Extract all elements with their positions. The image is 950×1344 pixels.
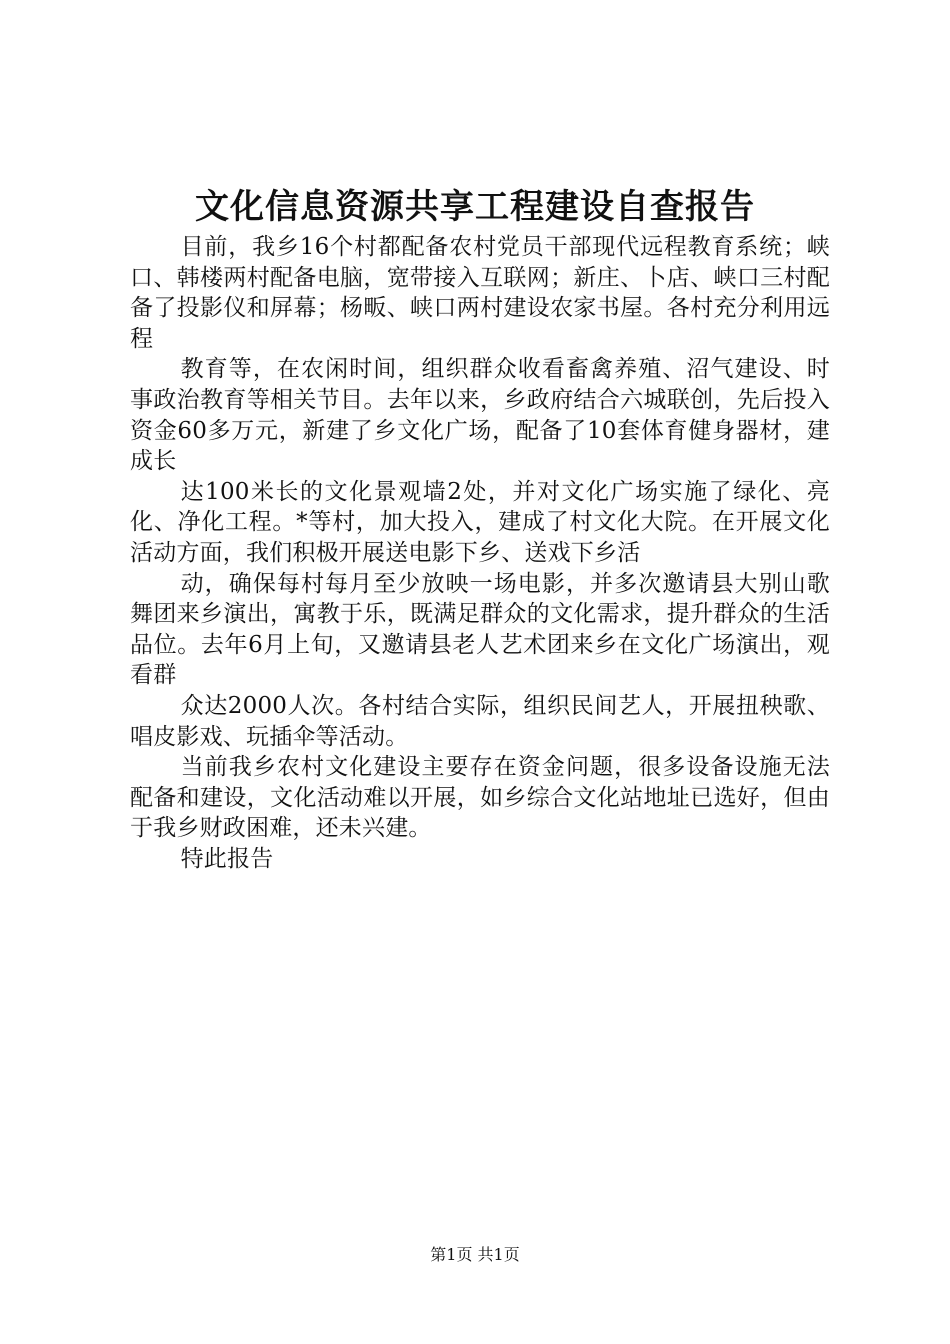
document-body <box>130 232 830 874</box>
closing-line: 特此报告 <box>180 845 274 872</box>
paragraph: 众达2000人次。各村结合实际，组织民间艺人，开展扭秧歌、唱皮影戏、玩插伞等活动。 <box>130 692 830 750</box>
paragraph: 达100米长的文化景观墙2处，并对文化广场实施了绿化、亮化、净化工程。*等村，加大投入，建成了村文化大院。在开展文化活动方面，我们积极开展送电影下乡、送戏下乡活 <box>130 478 830 566</box>
paragraph: 当前我乡农村文化建设主要存在资金问题，很多设备设施无法配备和建设，文化活动难以开展，如乡综合文化站地址已选好，但由于我乡财政困难，还未兴建。 <box>130 754 830 842</box>
page-footer: 第1页 共1页 <box>430 1245 520 1264</box>
paragraph: 动，确保每村每月至少放映一场电影，并多次邀请县大别山歌舞团来乡演出，寓教于乐，既满足群众的文化需求，提升群众的生活品位。去年6月上旬，又邀请县老人艺术团来乡在文化广场演出，观看群 <box>130 570 830 689</box>
document-title: 文化信息资源共享工程建设自查报告 <box>195 187 755 227</box>
paragraph: 目前，我乡16个村都配备农村党员干部现代远程教育系统；峡口、韩楼两村配备电脑，宽带接入互联网；新庄、卜店、峡口三村配备了投影仪和屏幕；杨畈、峡口两村建设农家书屋。各村充分利用远程 <box>130 234 830 352</box>
paragraph: 教育等，在农闲时间，组织群众收看畜禽养殖、沼气建设、时事政治教育等相关节目。去年以来，乡政府结合六城联创，先后投入资金60多万元，新建了乡文化广场，配备了10套体育健身器材，建成长 <box>130 356 830 475</box>
